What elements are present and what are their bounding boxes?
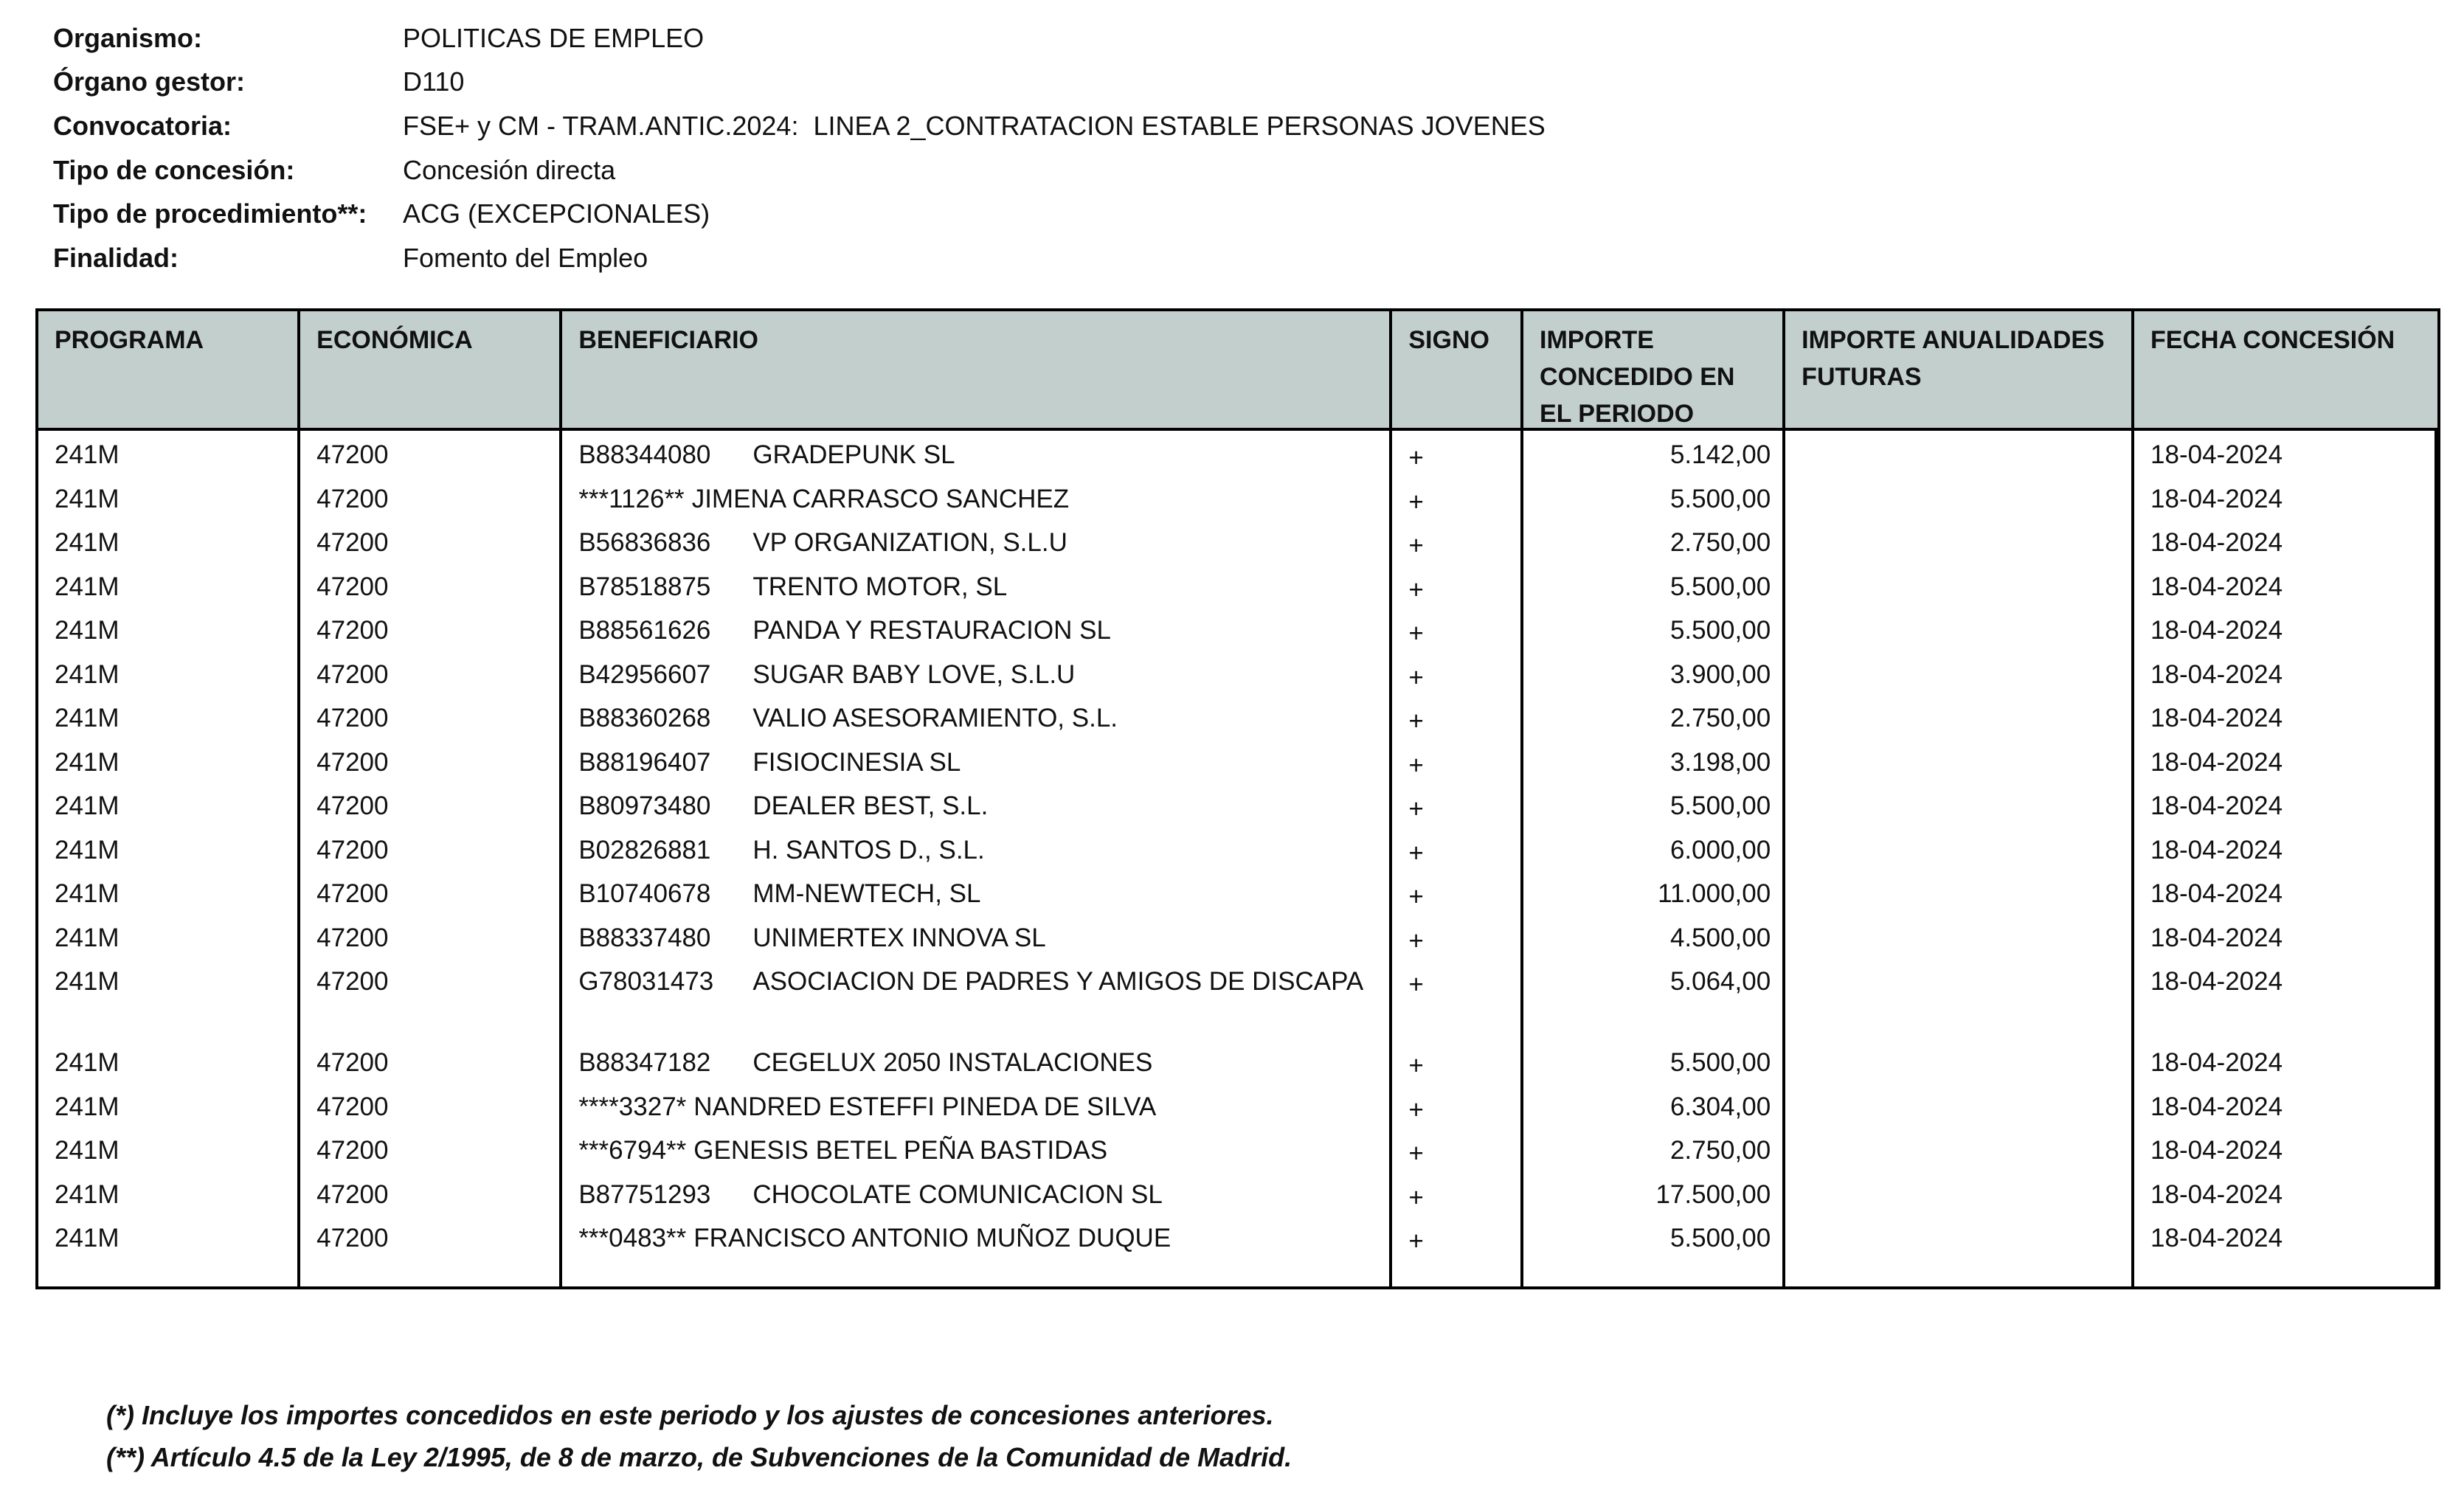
cell-economica: 47200 — [316, 835, 389, 864]
table-row — [38, 876, 2437, 920]
cell-economica: 47200 — [316, 484, 389, 513]
cell-importe-futuras — [1785, 612, 2134, 656]
cell-signo: + — [1408, 1182, 1424, 1212]
cell-economica: 47200 — [316, 440, 389, 469]
col-header-signo: SIGNO — [1392, 311, 1523, 428]
cell-fecha: 18-04-2024 — [2150, 1179, 2283, 1209]
cell-fecha: 18-04-2024 — [2150, 747, 2283, 777]
cell-fecha: 18-04-2024 — [2150, 1092, 2283, 1121]
cell-programa: 241M — [55, 1179, 120, 1209]
cell-fecha: 18-04-2024 — [2150, 923, 2283, 952]
cell-signo: + — [1408, 707, 1424, 735]
beneficiary-name: CEGELUX 2050 INSTALACIONES — [752, 1048, 1153, 1077]
cell-importe: 5.500,00 — [1669, 1048, 1771, 1077]
col-header-beneficiario: BENEFICIARIO — [562, 311, 1392, 428]
cell-fecha: 18-04-2024 — [2150, 1224, 2283, 1252]
cell-programa: 241M — [55, 1224, 120, 1252]
table-row — [38, 569, 2437, 613]
cell-fecha: 18-04-2024 — [2150, 440, 2283, 469]
cell-programa: 241M — [55, 879, 120, 908]
cell-importe: 2.750,00 — [1669, 704, 1771, 732]
table-row — [38, 524, 2437, 569]
cell-fecha: 18-04-2024 — [2150, 1048, 2283, 1077]
cell-signo: + — [1408, 662, 1424, 692]
beneficiary-name: MM-NEWTECH, SL — [752, 879, 981, 908]
cell-economica: 47200 — [316, 1136, 389, 1165]
cell-fecha: 18-04-2024 — [2150, 1136, 2283, 1165]
table-row — [38, 744, 2437, 789]
cell-importe-futuras — [1785, 656, 2134, 701]
cell-signo: + — [1408, 1051, 1424, 1080]
cell-economica: 47200 — [316, 528, 389, 557]
beneficiary-id: B88196407 — [578, 747, 711, 777]
cell-programa: 241M — [55, 704, 120, 732]
cell-fecha: 18-04-2024 — [2150, 967, 2283, 996]
cell-importe-futuras — [1785, 1132, 2134, 1177]
header-field — [53, 16, 1546, 60]
beneficiary-id: ***1126** — [578, 484, 685, 513]
header-field — [53, 236, 1546, 280]
cell-signo: + — [1408, 575, 1424, 604]
table-row — [38, 788, 2437, 832]
beneficiary-id: B42956607 — [578, 659, 711, 689]
cell-signo: + — [1408, 619, 1424, 648]
cell-beneficiario — [562, 744, 1392, 789]
cell-beneficiario — [562, 963, 1392, 1044]
cell-programa: 241M — [55, 791, 120, 820]
beneficiary-id: B88360268 — [578, 704, 711, 732]
cell-importe-futuras — [1785, 700, 2134, 744]
cell-importe-futuras — [1785, 876, 2134, 920]
beneficiary-id: B80973480 — [578, 791, 711, 820]
beneficiary-id: B88344080 — [578, 440, 711, 469]
cell-programa: 241M — [55, 835, 120, 864]
cell-programa: 241M — [55, 528, 120, 557]
footnote-1: (*) Incluye los importes concedidos en este periodo y los ajustes de concesiones anteriores. — [106, 1400, 1274, 1430]
cell-beneficiario — [562, 1177, 1392, 1221]
cell-economica: 47200 — [316, 616, 389, 645]
cell-importe-futuras — [1785, 481, 2134, 525]
beneficiary-id: ***0483** — [578, 1224, 687, 1252]
cell-importe-futuras — [1785, 1044, 2134, 1089]
cell-importe: 6.304,00 — [1669, 1092, 1771, 1121]
cell-fecha: 18-04-2024 — [2150, 659, 2283, 689]
table-row — [38, 832, 2437, 876]
cell-economica: 47200 — [316, 659, 389, 689]
beneficiary-id: ****3327* — [578, 1092, 687, 1121]
beneficiary-id: B78518875 — [578, 572, 711, 601]
col-header-importe-concedido: IMPORTE CONCEDIDO EN EL PERIODO — [1523, 311, 1785, 428]
cell-economica: 47200 — [316, 923, 389, 952]
cell-economica: 47200 — [316, 1224, 389, 1252]
table-row — [38, 1044, 2437, 1089]
table-row — [38, 920, 2437, 964]
cell-beneficiario — [562, 1089, 1392, 1133]
cell-importe: 5.500,00 — [1669, 572, 1771, 601]
beneficiary-name: UNIMERTEX INNOVA SL — [752, 923, 1046, 952]
cell-programa: 241M — [55, 967, 120, 996]
cell-programa: 241M — [55, 659, 120, 689]
beneficiary-name: SUGAR BABY LOVE, S.L.U — [752, 659, 1076, 689]
header-field-label: Convocatoria: — [53, 110, 232, 141]
cell-beneficiario — [562, 1220, 1392, 1264]
table-row — [38, 700, 2437, 744]
cell-beneficiario — [562, 1132, 1392, 1177]
header-field — [53, 104, 1546, 148]
table-body — [38, 428, 2437, 1286]
cell-fecha: 18-04-2024 — [2150, 572, 2283, 601]
cell-fecha: 18-04-2024 — [2150, 528, 2283, 557]
col-header-importe-anualidades: IMPORTE ANUALIDADES FUTURAS — [1785, 311, 2134, 428]
cell-fecha: 18-04-2024 — [2150, 616, 2283, 645]
table-row — [38, 437, 2437, 481]
cell-importe: 5.500,00 — [1669, 791, 1771, 820]
col-header-economica: ECONÓMICA — [300, 311, 562, 428]
beneficiary-name: GENESIS BETEL PEÑA BASTIDAS — [693, 1136, 1108, 1165]
beneficiary-name: ASOCIACION DE PADRES Y AMIGOS DE DISCAPA — [752, 967, 1364, 996]
cell-programa: 241M — [55, 440, 120, 469]
cell-economica: 47200 — [316, 879, 389, 908]
cell-fecha: 18-04-2024 — [2150, 484, 2283, 513]
cell-beneficiario — [562, 656, 1392, 701]
header-field-value: POLITICAS DE EMPLEO — [403, 22, 705, 53]
cell-importe: 6.000,00 — [1669, 835, 1771, 864]
footnotes — [106, 1394, 1292, 1478]
cell-economica: 47200 — [316, 791, 389, 820]
cell-importe: 2.750,00 — [1669, 1136, 1771, 1165]
cell-importe: 3.198,00 — [1669, 747, 1771, 777]
header-field-label: Finalidad: — [53, 242, 179, 273]
cell-signo: + — [1408, 487, 1424, 516]
cell-signo: + — [1408, 1227, 1424, 1255]
cell-economica: 47200 — [316, 1048, 389, 1077]
cell-programa: 241M — [55, 1048, 120, 1077]
beneficiary-name: PANDA Y RESTAURACION SL — [752, 616, 1111, 645]
header-field-label: Tipo de procedimiento**: — [53, 198, 367, 229]
header-field-value: Concesión directa — [403, 154, 616, 185]
cell-beneficiario — [562, 612, 1392, 656]
cell-beneficiario — [562, 569, 1392, 613]
cell-beneficiario — [562, 437, 1392, 481]
beneficiary-name: VP ORGANIZATION, S.L.U — [752, 528, 1067, 557]
cell-importe: 5.142,00 — [1669, 440, 1771, 469]
cell-signo: + — [1408, 926, 1424, 955]
cell-importe: 5.500,00 — [1669, 1224, 1771, 1252]
cell-signo: + — [1408, 443, 1424, 472]
cell-economica: 47200 — [316, 747, 389, 777]
col-header-programa: PROGRAMA — [38, 311, 300, 428]
beneficiary-id: B56836836 — [578, 528, 711, 557]
cell-importe-futuras — [1785, 963, 2134, 1044]
beneficiary-name: DEALER BEST, S.L. — [752, 791, 989, 820]
table-rows — [38, 437, 2437, 1264]
cell-beneficiario — [562, 700, 1392, 744]
table-row — [38, 481, 2437, 525]
cell-importe: 3.900,00 — [1669, 659, 1771, 689]
header-field-label: Órgano gestor: — [53, 66, 246, 97]
beneficiary-id: B88347182 — [578, 1048, 711, 1077]
cell-importe: 5.064,00 — [1669, 967, 1771, 996]
cell-importe: 11.000,00 — [1658, 879, 1771, 908]
beneficiary-id: B02826881 — [578, 835, 711, 864]
cell-fecha: 18-04-2024 — [2150, 835, 2283, 864]
beneficiary-id: B88337480 — [578, 923, 711, 952]
table-row — [38, 656, 2437, 701]
cell-signo: + — [1408, 750, 1424, 780]
cell-programa: 241M — [55, 572, 120, 601]
cell-fecha: 18-04-2024 — [2150, 791, 2283, 820]
header-field-value: D110 — [403, 66, 465, 97]
cell-beneficiario — [562, 876, 1392, 920]
beneficiary-id: ***6794** — [578, 1136, 687, 1165]
cell-signo: + — [1408, 838, 1424, 867]
cell-economica: 47200 — [316, 1179, 389, 1209]
cell-importe-futuras — [1785, 832, 2134, 876]
cell-economica: 47200 — [316, 572, 389, 601]
header-field-value: Fomento del Empleo — [403, 242, 648, 273]
header-field — [53, 60, 1546, 105]
beneficiary-name: JIMENA CARRASCO SANCHEZ — [691, 484, 1070, 513]
cell-programa: 241M — [55, 1092, 120, 1121]
cell-economica: 47200 — [316, 704, 389, 732]
table-row — [38, 1177, 2437, 1221]
beneficiary-name: H. SANTOS D., S.L. — [752, 835, 985, 864]
cell-economica: 47200 — [316, 967, 389, 996]
cell-programa: 241M — [55, 1136, 120, 1165]
header-field-label: Tipo de concesión: — [53, 154, 295, 185]
cell-economica: 47200 — [316, 1092, 389, 1121]
cell-importe: 5.500,00 — [1669, 616, 1771, 645]
cell-beneficiario — [562, 832, 1392, 876]
cell-importe-futuras — [1785, 744, 2134, 789]
cell-importe-futuras — [1785, 920, 2134, 964]
cell-fecha: 18-04-2024 — [2150, 704, 2283, 732]
cell-importe: 5.500,00 — [1669, 484, 1771, 513]
beneficiary-name: FRANCISCO ANTONIO MUÑOZ DUQUE — [693, 1224, 1172, 1252]
cell-importe-futuras — [1785, 788, 2134, 832]
cell-beneficiario — [562, 1044, 1392, 1089]
header-field — [53, 148, 1546, 193]
beneficiary-id: B87751293 — [578, 1179, 711, 1209]
cell-importe-futuras — [1785, 1089, 2134, 1133]
beneficiary-name: FISIOCINESIA SL — [752, 747, 961, 777]
cell-beneficiario — [562, 524, 1392, 569]
beneficiary-name: NANDRED ESTEFFI PINEDA DE SILVA — [693, 1092, 1157, 1121]
cell-importe-futuras — [1785, 524, 2134, 569]
cell-importe: 4.500,00 — [1669, 923, 1771, 952]
cell-signo: + — [1408, 531, 1424, 560]
cell-importe-futuras — [1785, 569, 2134, 613]
cell-signo: + — [1408, 1095, 1424, 1124]
cell-signo: + — [1408, 882, 1424, 911]
table-header — [38, 311, 2437, 431]
table-row — [38, 1220, 2437, 1264]
header-fields — [53, 16, 1546, 280]
beneficiary-name: CHOCOLATE COMUNICACION SL — [752, 1179, 1163, 1209]
cell-importe-futuras — [1785, 1177, 2134, 1221]
cell-programa: 241M — [55, 616, 120, 645]
beneficiary-name: VALIO ASESORAMIENTO, S.L. — [752, 704, 1118, 732]
cell-signo: + — [1408, 794, 1424, 823]
cell-beneficiario — [562, 481, 1392, 525]
cell-importe: 2.750,00 — [1669, 528, 1771, 557]
cell-importe: 17.500,00 — [1655, 1179, 1771, 1209]
footnote-2: (**) Artículo 4.5 de la Ley 2/1995, de 8 de marzo, de Subvenciones de la Comunidad de Madrid. — [106, 1442, 1292, 1472]
header-field-value: FSE+ y CM - TRAM.ANTIC.2024: LINEA 2_CONTRATACION ESTABLE PERSONAS JOVENES — [403, 110, 1546, 141]
cell-fecha: 18-04-2024 — [2150, 879, 2283, 908]
table-row — [38, 963, 2437, 1044]
table-row — [38, 612, 2437, 656]
header-field-label: Organismo: — [53, 22, 203, 53]
table-row — [38, 1132, 2437, 1177]
cell-importe-futuras — [1785, 1220, 2134, 1264]
beneficiary-name: TRENTO MOTOR, SL — [752, 572, 1008, 601]
beneficiary-id: B10740678 — [578, 879, 711, 908]
cell-beneficiario — [562, 920, 1392, 964]
cell-programa: 241M — [55, 484, 120, 513]
beneficiary-name: GRADEPUNK SL — [752, 440, 955, 469]
beneficiary-id: G78031473 — [578, 967, 714, 996]
table-row — [38, 1089, 2437, 1133]
cell-signo: + — [1408, 970, 1424, 999]
concessions-table — [35, 308, 2440, 1289]
cell-beneficiario — [562, 788, 1392, 832]
cell-programa: 241M — [55, 747, 120, 777]
cell-signo: + — [1408, 1139, 1424, 1168]
col-header-fecha: FECHA CONCESIÓN — [2150, 326, 2395, 354]
cell-programa: 241M — [55, 923, 120, 952]
cell-importe-futuras — [1785, 437, 2134, 481]
beneficiary-id: B88561626 — [578, 616, 711, 645]
header-field — [53, 192, 1546, 236]
header-field-value: ACG (EXCEPCIONALES) — [403, 198, 710, 229]
